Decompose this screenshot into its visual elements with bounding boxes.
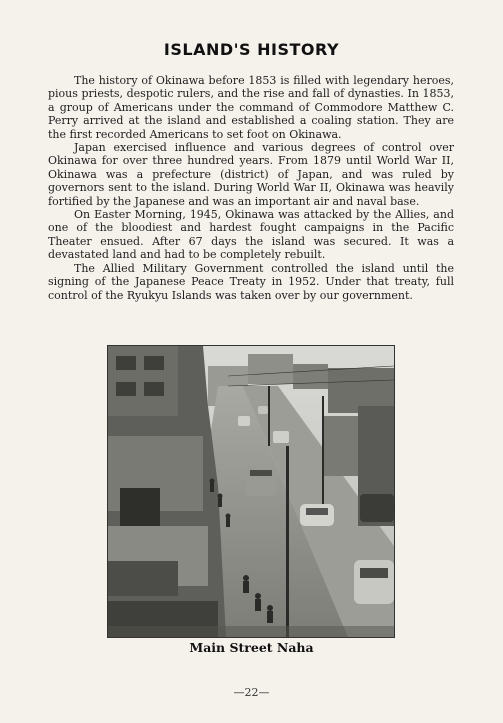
street-photo [107,345,395,638]
paragraph-3: On Easter Morning, 1945, Okinawa was attacked by the Allies, and one of the bloodiest and hardest fought campaigns in the Pacific Theater ensued. After 67 days the island was secured. It was a devastated land and had to be completely rebuilt. [48,208,454,262]
history-text [48,74,454,302]
page-title: ISLAND'S HISTORY [163,40,340,59]
paragraph-1: The history of Okinawa before 1853 is filled with legendary heroes, pious priests, despotic rulers, and the rise and fall of dynasties. In 1853, a group of Americans under the command of Commodore Matthew C. Perry arrived at the island and established a coaling station. They are the first recorded Americans to set foot on Okinawa. [48,74,454,141]
paragraph-4: The Allied Military Government controlled the island until the signing of the Japanese Peace Treaty in 1952. Under that treaty, full control of the Ryukyu Islands was taken over by our government. [48,261,454,302]
street-scene-illustration [108,346,394,637]
paragraph-2: Japan exercised influence and various degrees of control over Okinawa for over three hundred years. From 1879 until World War II, Okinawa was a prefecture (district) of Japan, and was ruled by governors sent to the island. During World War II, Okinawa was heavily fortified by the Japanese and was an important air and naval base. [48,141,454,208]
page-number: —22— [233,686,270,699]
photo-caption: Main Street Naha [189,640,314,655]
